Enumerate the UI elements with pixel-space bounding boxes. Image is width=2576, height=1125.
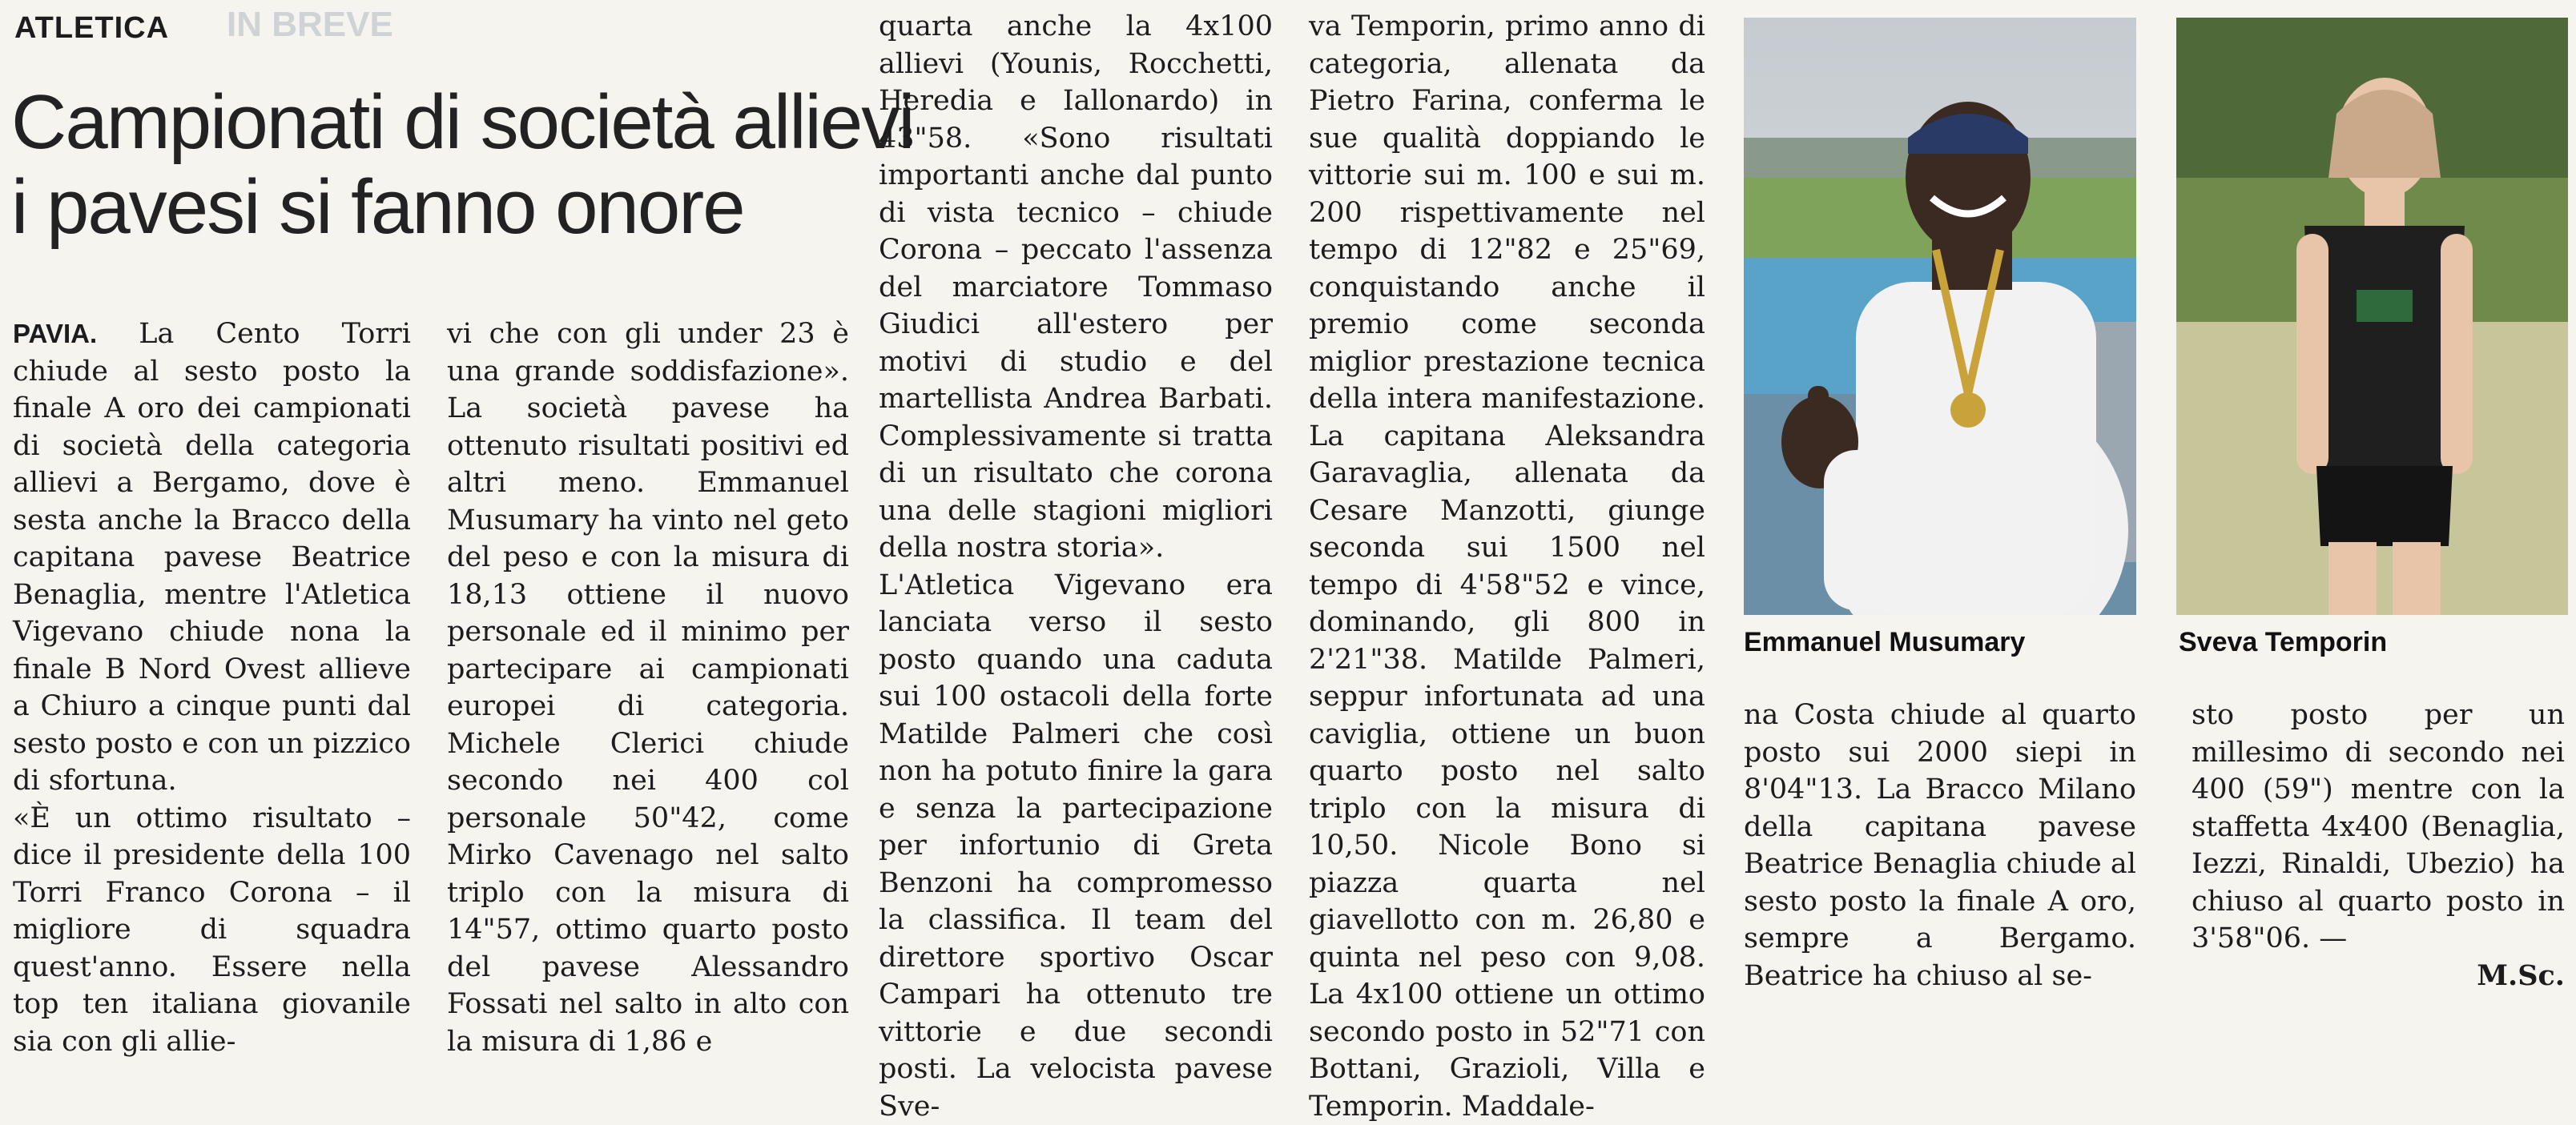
article-paragraph — [13, 315, 411, 800]
photo-caption-2: Sveva Temporin — [2179, 627, 2387, 658]
ghost-in-breve-label: IN BREVE — [227, 5, 393, 45]
photo-caption-1: Emmanuel Musumary — [1744, 627, 2025, 658]
article-column-3 — [879, 8, 1273, 1125]
article-paragraph: L'Atletica Vigevano era lanciata verso il sesto posto quando una caduta sui 100 ostacoli della forte Matilde Palmeri che così non ha potuto finire la gara e senza la partecipazione per infortunio di Greta Benzoni ha compromesso la classifica. Il team del direttore sportivo Oscar Campari ha ottenuto tre vittorie e due secondi posti. La velocista pavese Sve- — [879, 567, 1273, 1125]
signature: M.Sc. — [2192, 958, 2565, 995]
article-paragraph: «È un ottimo risultato – dice il presidente della 100 Torri Franco Corona – il migliore di squadra quest'anno. Essere nella top ten italiana giovanile sia con gli allie- — [13, 800, 411, 1061]
ghost-bleed-text — [2143, 641, 2163, 689]
article-paragraph: quarta anche la 4x100 allievi (Younis, Rocchetti, Heredia e Iallonardo) in 43"58. «Sono risultati importanti anche dal punto di vista tecnico – chiude Corona – peccato l'assenza del marciatore Tommaso Giudici all'estero per motivi di studio e del martellista Andrea Barbati. Complessivamente si tratta di un risultato che corona una delle stagioni migliori della nostra storia». — [879, 8, 1273, 567]
dateline: PAVIA. — [13, 319, 97, 348]
article-column-5 — [1744, 697, 2136, 994]
article-column-2 — [447, 315, 849, 1060]
section-label: ATLETICA — [14, 11, 169, 46]
article-paragraph: sto posto per un millesimo di secondo nei 400 (59") mentre con la staffetta 4x400 (Benaglia, Iezzi, Rinaldi, Ubezio) ha chiuso al quarto posto in 3'58"06. — — [2192, 697, 2565, 958]
article-paragraph: va Temporin, primo anno di categoria, allenata da Pietro Farina, conferma le sue qualità doppiando le vittorie sui m. 100 e sui m. 200 rispettivamente nel tempo di 12"82 e 25"69, conquistando anche il premio come seconda miglior prestazione tecnica della intera manifestazione. La capitana Aleksandra Garavaglia, allenata da Cesare Manzotti, giunge seconda sui 1500 nel tempo di 4'58"52 e vince, dominando, gli 800 in 2'21"38. Matilde Palmeri, seppur infortunata ad una caviglia, ottiene un buon quarto posto nel salto triplo con la misura di 10,50. Nicole Bono si piazza quarta nel giavellotto con m. 26,80 e quinta nel peso con 9,08. La 4x100 ottiene un ottimo secondo posto in 52"71 con Bottani, Grazioli, Villa e Temporin. Maddale- — [1309, 8, 1705, 1125]
article-paragraph: vi che con gli under 23 è una grande soddisfazione». La società pavese ha ottenuto risultati positivi ed altri meno. Emmanuel Musumary ha vinto nel geto del peso e con la misura di 18,13 ottiene il nuovo personale ed il minimo per partecipare ai campionati europei di categoria. Michele Clerici chiude secondo nei 400 col personale 50"42, come Mirko Cavenago nel salto triplo con la misura di 14"57, ottimo quarto posto del pavese Alessandro Fossati nel salto in alto con la misura di 1,86 e — [447, 315, 849, 1060]
article-column-6 — [2192, 697, 2565, 994]
article-column-1 — [13, 315, 411, 1060]
headline-line-1: Campionati di società allievi — [11, 80, 860, 165]
headline-line-2: i pavesi si fanno onore — [11, 165, 860, 250]
photo-sveva-temporin — [2176, 18, 2568, 615]
article-column-4-text — [1309, 8, 1705, 1125]
headline — [11, 80, 860, 250]
article-text: La Cento Torri chiude al sesto posto la finale A oro dei campionati di società della categoria allievi a Bergamo, dove è sesta anche la Bracco della capitana pavese Beatrice Benaglia, mentre l'Atletica Vigevano chiude nona la finale B Nord Ovest allieve a Chiuro a cinque punti dal sesto posto e con un pizzico di sfortuna. — [13, 318, 411, 797]
article-paragraph: na Costa chiude al quarto posto sui 2000 siepi in 8'04"13. La Bracco Milano della capitana pavese Beatrice Benaglia chiude al sesto posto la finale A oro, sempre a Bergamo. Beatrice ha chiuso al se- — [1744, 697, 2136, 994]
photo-emmanuel-musumary — [1744, 18, 2136, 615]
